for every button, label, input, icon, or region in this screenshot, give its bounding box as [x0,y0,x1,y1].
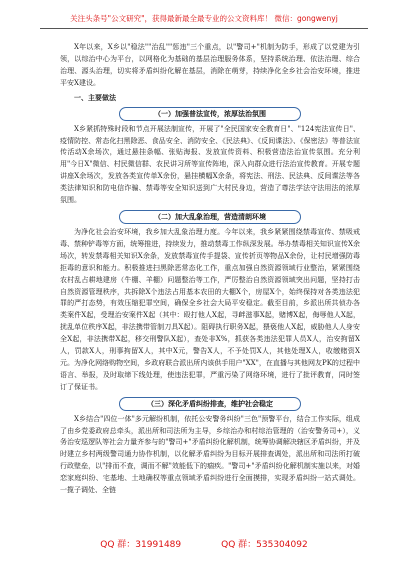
subsection-body-3: X乡结合"四位一体"多元解纷机制，依托公安警务纠纷"三色"预警平台，结合工作实际，组成了由乡党委政府总牵头，派出所和司法所为主导，乡综治办和村综治管理的（治安警务司+），义务治安巡逻队等社会力量齐参与的"警司+"矛盾纠纷化解机制，统筹协调解决辖区矛盾纠纷，并及时建立乡村两级警司通力协作机制，以化解矛盾纠纷为目标开展排查调处，派出所和司法所打破行政壁垒，以"排而不查，调而不解"效能低下的痼疾。"警司+"矛盾纠纷化解机制实施以来，对婚恋家庭纠纷、宅基地、土地确权等重点领域矛盾纠纷进行全面摸排，实现矛盾纠纷一站式调处。一揽子调处、全链 [60,414,360,495]
qq-group-1: QQ 群：31991489 [100,540,182,550]
subsection-title-3: （三）深化矛盾纠纷排查，维护社会稳定 [119,397,301,411]
promo-banner-top: 关注头条号"公文研究"，获得最新最全最专业的公文资料库！ 微信：gongwenyj [70,14,338,23]
subsection-title-1: （一）加强普法宣传，浓厚法治氛围 [119,107,301,121]
intro-paragraph: X年以来，X乡以"稳法""治乱""惩违"三个重点，以"警司+"机制为防手，形成了以党建为引领，以综治中心为平台，以网格化为基础的基层治理服务体系，坚持系统治理、依法治理、综合治理、源头治理，切实将矛盾纠纷化解在基层，消除在萌芽，持续净化全乡社会治安环境，推进平安X建设。 [60,43,360,87]
promo-banner-bottom [40,538,368,552]
subsection-body-2: 为净化社会治安环境，我乡加大乱象治理力度。今年以来，我乡紧紧围绕禁毒宣传、禁吸戒毒、禁种铲毒等方面，统筹推进，持续发力，推动禁毒工作纵深发展。举办禁毒相关知识宣传X余场次，转发禁毒相关知识X余条，发放禁毒宣传手提袋、宣传折页等物品X余份，让村民增强防毒拒毒的意识和能力。积极推进扫黑除恶常态化工作，重点加强自然资源领域行业整治，紧紧围绕农村乱占耕地建房（牛棚、羊棚）问题整治等工作，严厉整治自然资源领域突出问题，坚持打击自然资源管理秩序，共拆除X个违法占用基本农田的大棚X个，房屋X个，始终保持对各类违法犯罪的严打态势，有效压缩犯罪空间，确保全乡社会大局平安稳定。截至目前，乡派出所共侦办各类案件X起，受理治安案件X起（其中：殴打他人X起，寻衅滋事X起，赌博X起，侮辱他人X起，扰乱单位秩序X起，非法携带管制刀具X起）。阻碍执行职务X起，猥亵他人X起，威胁他人人身安全X起，非法携带X起，移交刑警队X起），查处非X%，抓获各类违法犯罪人员X人，治安拘留X人，罚款X人，刑事拘留X人，其中X元，警告X人，不予处罚X人，其他处理X人，收缴赌资X元。为净化网络购物空间，乡政府联合派出所内该供手用户"XX"，在直播与其他网友PK的过程中语言、举报，及时取缔下线处理，使违法犯罪，严重污染了网络环境，进行了批评教育，同时签订了保证书。 [60,227,360,391]
subsection-body-1: X乡紧抓特殊时段和节点开展法制宣传，开展了"全民国家安全教育日"、"124宪法宣传日"、疫情防控、常态化扫黑除恶、食品安全、消防安全、《民法典》、《反间谍法》、《保密法》等普法宣传活动X余场次，通过悬挂条幅、张贴海报、发放宣传资料、积极营造法治宣传氛围。充分利用"今日X"微信、村民微信群、农民讲习所等宣传阵地，深入向群众进行法治宣传教育。开展专题讲座X余场次，发放各类宣传单X余份，悬挂横幅X余条，将宪法、刑法、民法典、反间谍法等各类法律知识和防电信诈骗、禁毒等安全知识送到广大村民身边，营造了尊法学法守法用法的浓厚氛围。 [60,124,360,205]
qq-group-2: QQ 群：535304092 [221,540,308,550]
document-body [60,42,360,497]
subsection-title-2: （二）加大乱象治理，营造清朗环境 [119,210,301,224]
header-divider [40,28,368,29]
section-heading: 一、主要做法 [74,93,116,102]
